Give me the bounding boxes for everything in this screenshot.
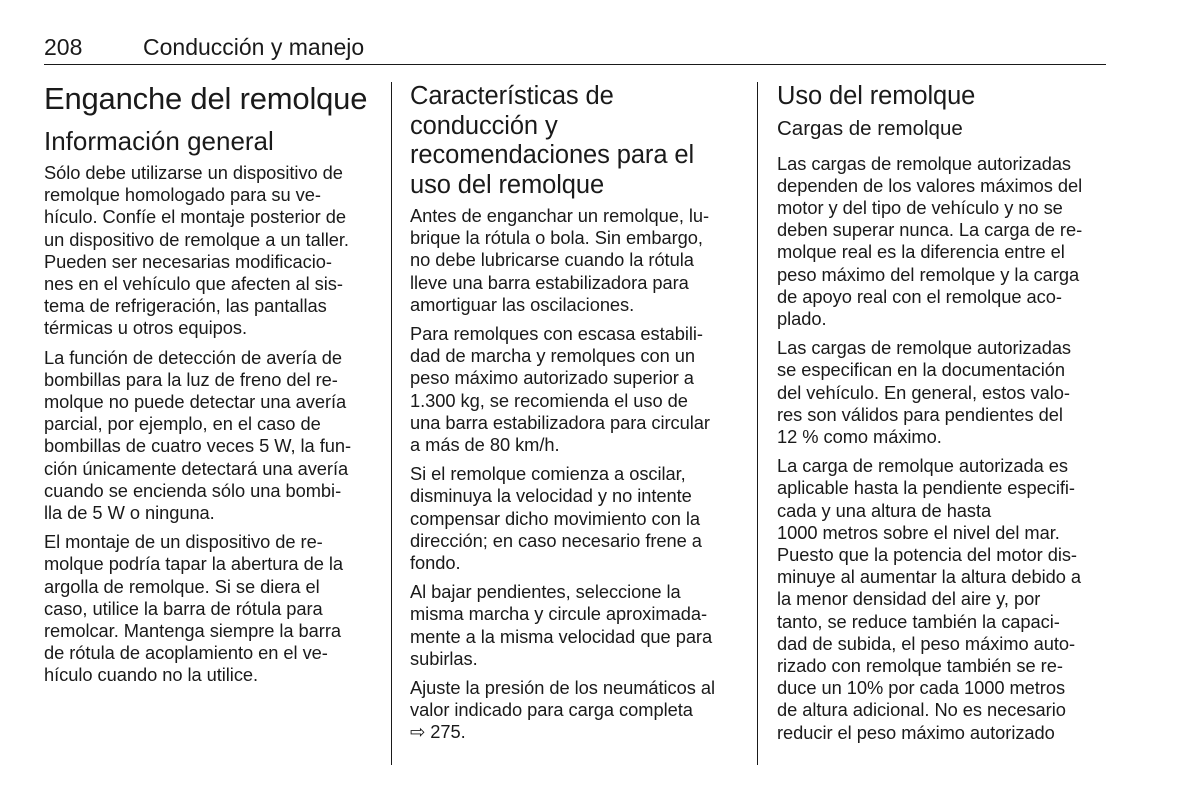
section-title-caracteristicas: Características de conducción y recomendaciones para el uso del remolque	[410, 82, 695, 199]
paragraph: La función de detección de avería de bombillas para la luz de freno del re- molque no puede detectar una avería parcial, por ejemplo, en el caso de bombillas de cuatro veces 5 W, la fun- ción únicamente detectará una avería cuando se encienda sólo una bombi- lla de 5 W o ninguna.	[44, 346, 351, 524]
subsection-title-informacion-general: Información general	[44, 126, 274, 156]
paragraph: La carga de remolque autorizada es aplicable hasta la pendiente especifi- cada y una altura de hasta 1000 metros sobre el nivel del mar. Puesto que la potencia del motor dis- minuye al aumentar la altura debido a la menor densidad del aire y, por tanto, se reduce también la capaci- dad de subida, el peso máximo auto- rizado con remolque también se re- duce un 10% por cada 1000 metros de altura adicional. No es necesario reducir el peso máximo autorizado	[777, 455, 1082, 743]
paragraph: Al bajar pendientes, seleccione la misma marcha y circule aproximada- mente a la misma velocidad que para subirlas.	[410, 581, 713, 669]
paragraph: Las cargas de remolque autorizadas dependen de los valores máximos del motor y del tipo de vehículo y no se deben superar nunca. La carga de re- molque real es la diferencia entre el peso máximo del remolque y la carga de apoyo real con el remolque aco- plado.	[777, 152, 1083, 329]
chapter-title: Conducción y manejo	[143, 34, 365, 60]
column-1	[44, 82, 378, 694]
section-title-uso-del-remolque: Uso del remolque	[777, 82, 976, 110]
page-number: 208	[44, 34, 83, 60]
paragraph: Las cargas de remolque autorizadas se especifican en la documentación del vehículo. En general, estos valo- res son válidos para pendientes del 12 % como máximo.	[777, 337, 1072, 447]
section-title-enganche: Enganche del remolque	[44, 81, 368, 116]
paragraph: Ajuste la presión de los neumáticos al valor indicado para carga completa ⇨ 275.	[410, 677, 715, 743]
paragraph: Para remolques con escasa estabili- dad de marcha y remolques con un peso máximo autorizado superior a 1.300 kg, se recomienda el uso de una barra estabilizadora para circular a más de 80 km/h.	[410, 323, 710, 456]
paragraph: Si el remolque comienza a oscilar, disminuya la velocidad y no intente compensar dicho movimiento con la dirección; en caso necesario frene a fondo.	[410, 463, 702, 574]
column-2	[410, 82, 744, 751]
subsection-title-cargas-de-remolque: Cargas de remolque	[777, 116, 963, 140]
column-divider-1	[391, 82, 392, 765]
paragraph: El montaje de un dispositivo de re- molque podría tapar la abertura de la argolla de remolque. Si se diera el caso, utilice la barra de rótula para remolcar. Mantenga siempre la barra de rótula de acoplamiento en el ve- hículo cuando no la utilice.	[44, 531, 343, 686]
column-divider-2	[757, 82, 758, 765]
page-header	[44, 34, 1106, 65]
paragraph: Antes de enganchar un remolque, lu- brique la rótula o bola. Sin embargo, no debe lubricarse cuando la rótula lleve una barra estabilizadora para amortiguar las oscilaciones.	[410, 205, 710, 315]
paragraph: Sólo debe utilizarse un dispositivo de remolque homologado para su ve- hículo. Confíe el montaje posterior de un dispositivo de remolque a un taller. Pueden ser necesarias modificacio- nes en el vehículo que afecten al sis- tema de refrigeración, las pantallas térmicas u otros equipos.	[44, 162, 349, 339]
column-3	[777, 82, 1111, 751]
